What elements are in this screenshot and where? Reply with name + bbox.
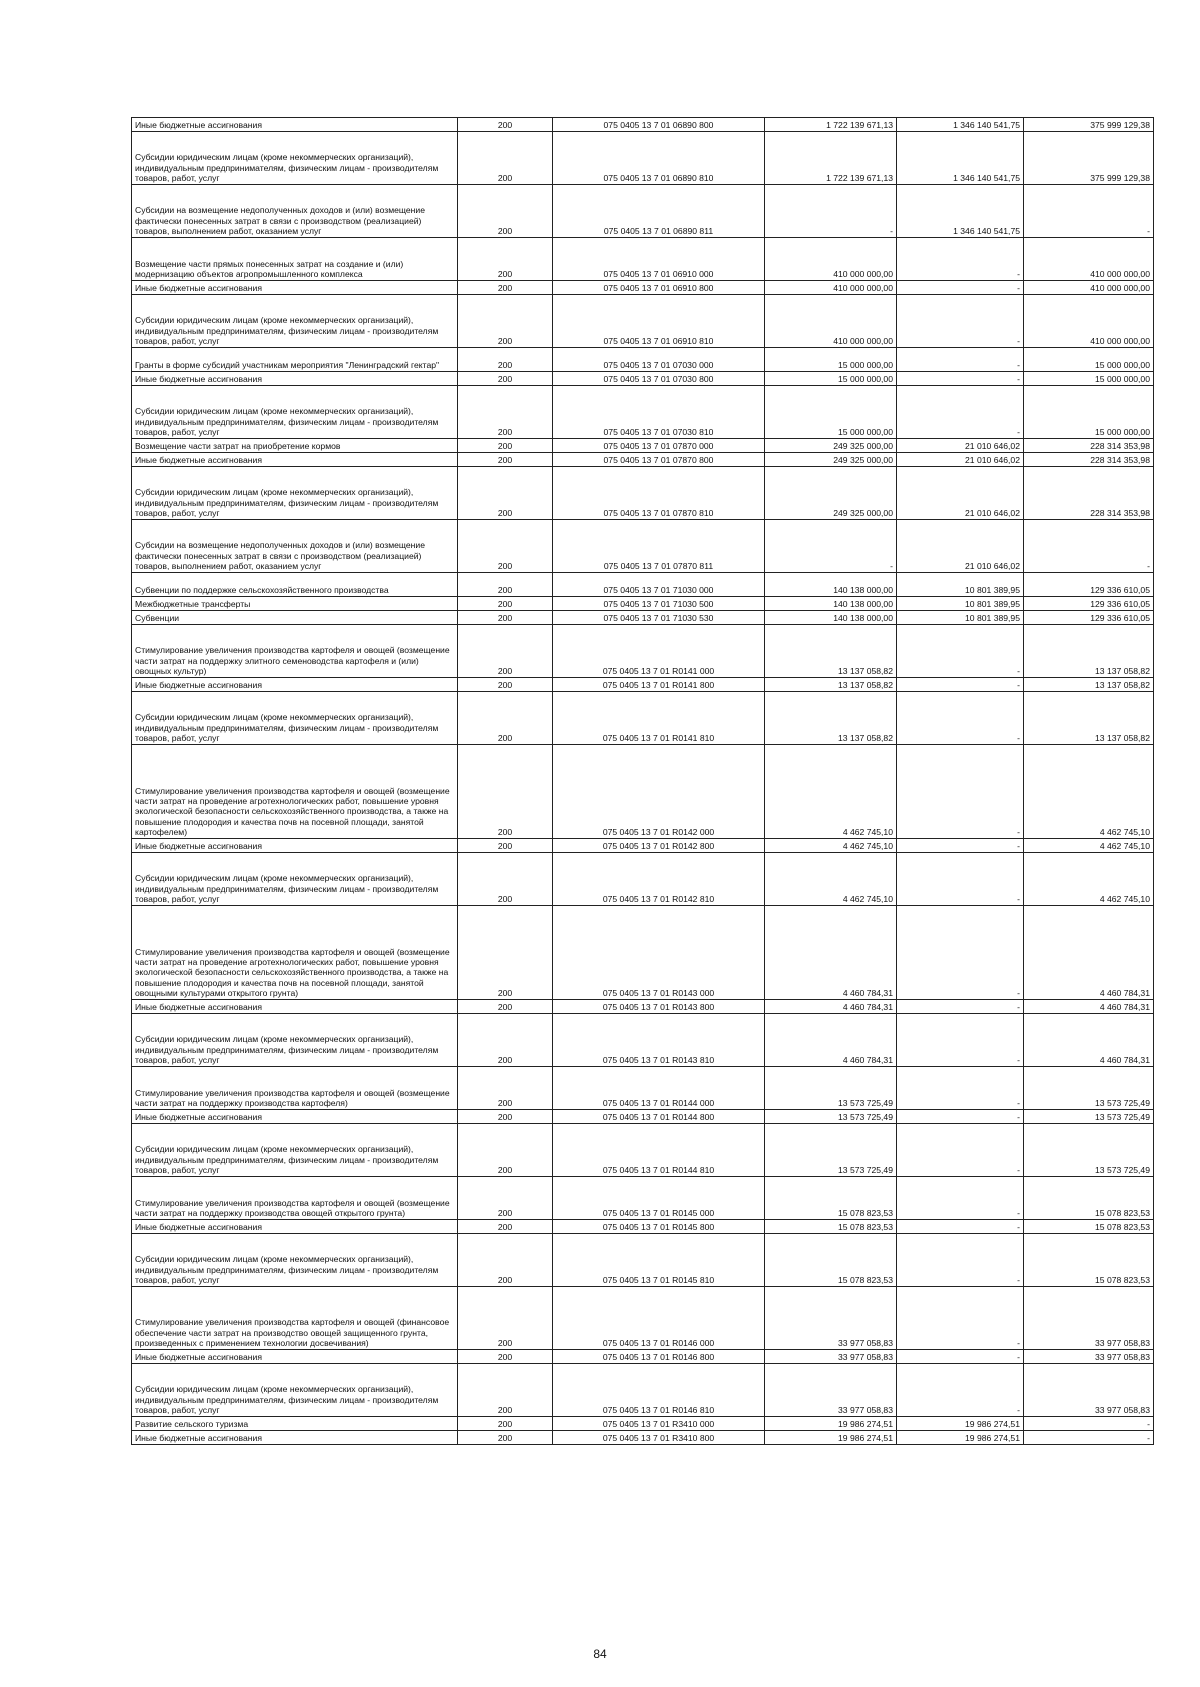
table-row	[132, 467, 1154, 520]
row-approved-amount: 33 977 058,83	[765, 1287, 897, 1350]
row-approved-amount: 13 573 725,49	[765, 1067, 897, 1110]
row-budget-code: 075 0405 13 7 01 R0141 810	[553, 692, 765, 745]
row-name: Иные бюджетные ассигнования	[132, 1000, 458, 1014]
row-line-code: 200	[458, 1220, 553, 1234]
row-budget-code: 075 0405 13 7 01 06910 810	[553, 295, 765, 348]
row-approved-amount: 15 078 823,53	[765, 1220, 897, 1234]
row-unexecuted-amount: 228 314 353,98	[1024, 453, 1154, 467]
row-unexecuted-amount: 4 460 784,31	[1024, 906, 1154, 1000]
table-row	[132, 386, 1154, 439]
row-budget-code: 075 0405 13 7 01 07030 810	[553, 386, 765, 439]
row-approved-amount: 15 078 823,53	[765, 1234, 897, 1287]
row-unexecuted-amount: 228 314 353,98	[1024, 439, 1154, 453]
row-line-code: 200	[458, 678, 553, 692]
row-approved-amount: 249 325 000,00	[765, 467, 897, 520]
row-approved-amount: 19 986 274,51	[765, 1431, 897, 1445]
row-line-code: 200	[458, 1431, 553, 1445]
row-line-code: 200	[458, 238, 553, 281]
row-unexecuted-amount: 129 336 610,05	[1024, 597, 1154, 611]
row-approved-amount: 15 000 000,00	[765, 386, 897, 439]
row-budget-code: 075 0405 13 7 01 06910 000	[553, 238, 765, 281]
row-budget-code: 075 0405 13 7 01 R0146 800	[553, 1350, 765, 1364]
row-budget-code: 075 0405 13 7 01 R0144 800	[553, 1110, 765, 1124]
row-unexecuted-amount: 228 314 353,98	[1024, 467, 1154, 520]
table-row	[132, 1220, 1154, 1234]
row-budget-code: 075 0405 13 7 01 R0143 810	[553, 1014, 765, 1067]
row-budget-code: 075 0405 13 7 01 R0143 000	[553, 906, 765, 1000]
row-approved-amount: -	[765, 185, 897, 238]
row-unexecuted-amount: 375 999 129,38	[1024, 132, 1154, 185]
row-unexecuted-amount: 15 078 823,53	[1024, 1234, 1154, 1287]
row-budget-code: 075 0405 13 7 01 07870 810	[553, 467, 765, 520]
row-executed-amount: 1 346 140 541,75	[897, 118, 1024, 132]
row-name: Субсидии юридическим лицам (кроме некоммерческих организаций), индивидуальным предпринимателям, физическим лицам - производителям товаров, работ, услуг	[132, 1234, 458, 1287]
row-line-code: 200	[458, 692, 553, 745]
row-approved-amount: 4 462 745,10	[765, 745, 897, 839]
row-unexecuted-amount: -	[1024, 185, 1154, 238]
row-line-code: 200	[458, 386, 553, 439]
row-approved-amount: 4 460 784,31	[765, 906, 897, 1000]
row-approved-amount: 249 325 000,00	[765, 453, 897, 467]
row-line-code: 200	[458, 1287, 553, 1350]
row-unexecuted-amount: 15 000 000,00	[1024, 372, 1154, 386]
row-executed-amount: -	[897, 839, 1024, 853]
row-approved-amount: 410 000 000,00	[765, 295, 897, 348]
row-name: Гранты в форме субсидий участникам мероприятия "Ленинградский гектар"	[132, 348, 458, 372]
row-approved-amount: 13 573 725,49	[765, 1124, 897, 1177]
row-line-code: 200	[458, 625, 553, 678]
row-budget-code: 075 0405 13 7 01 07030 000	[553, 348, 765, 372]
table-row	[132, 372, 1154, 386]
row-unexecuted-amount: 13 573 725,49	[1024, 1110, 1154, 1124]
row-unexecuted-amount: 13 573 725,49	[1024, 1067, 1154, 1110]
row-unexecuted-amount: 410 000 000,00	[1024, 238, 1154, 281]
row-line-code: 200	[458, 611, 553, 625]
table-row	[132, 520, 1154, 573]
row-approved-amount: 15 000 000,00	[765, 348, 897, 372]
row-budget-code: 075 0405 13 7 01 07870 811	[553, 520, 765, 573]
row-approved-amount: 33 977 058,83	[765, 1350, 897, 1364]
table-row	[132, 1287, 1154, 1350]
row-executed-amount: 21 010 646,02	[897, 453, 1024, 467]
row-budget-code: 075 0405 13 7 01 07030 800	[553, 372, 765, 386]
row-line-code: 200	[458, 520, 553, 573]
row-name: Субсидии юридическим лицам (кроме некоммерческих организаций), индивидуальным предпринимателям, физическим лицам - производителям товаров, работ, услуг	[132, 386, 458, 439]
row-line-code: 200	[458, 853, 553, 906]
row-approved-amount: 4 460 784,31	[765, 1000, 897, 1014]
table-row	[132, 573, 1154, 597]
row-name: Развитие сельского туризма	[132, 1417, 458, 1431]
row-executed-amount: -	[897, 1287, 1024, 1350]
row-approved-amount: 13 573 725,49	[765, 1110, 897, 1124]
table-row	[132, 238, 1154, 281]
row-line-code: 200	[458, 118, 553, 132]
table-row	[132, 1350, 1154, 1364]
row-unexecuted-amount: 33 977 058,83	[1024, 1287, 1154, 1350]
row-name: Субсидии юридическим лицам (кроме некоммерческих организаций), индивидуальным предпринимателям, физическим лицам - производителям товаров, работ, услуг	[132, 1364, 458, 1417]
row-name: Иные бюджетные ассигнования	[132, 453, 458, 467]
row-budget-code: 075 0405 13 7 01 71030 500	[553, 597, 765, 611]
row-executed-amount: -	[897, 853, 1024, 906]
row-budget-code: 075 0405 13 7 01 R0145 810	[553, 1234, 765, 1287]
row-approved-amount: 1 722 139 671,13	[765, 132, 897, 185]
row-unexecuted-amount: 15 000 000,00	[1024, 348, 1154, 372]
row-name: Субсидии юридическим лицам (кроме некоммерческих организаций), индивидуальным предпринимателям, физическим лицам - производителям товаров, работ, услуг	[132, 1124, 458, 1177]
table-row	[132, 439, 1154, 453]
table-row	[132, 625, 1154, 678]
row-budget-code: 075 0405 13 7 01 06910 800	[553, 281, 765, 295]
row-executed-amount: 1 346 140 541,75	[897, 132, 1024, 185]
row-approved-amount: 140 138 000,00	[765, 597, 897, 611]
row-executed-amount: 19 986 274,51	[897, 1431, 1024, 1445]
row-line-code: 200	[458, 906, 553, 1000]
row-approved-amount: 410 000 000,00	[765, 281, 897, 295]
row-name: Иные бюджетные ассигнования	[132, 1110, 458, 1124]
table-row	[132, 1067, 1154, 1110]
row-budget-code: 075 0405 13 7 01 R0144 810	[553, 1124, 765, 1177]
row-budget-code: 075 0405 13 7 01 71030 530	[553, 611, 765, 625]
table-row	[132, 1431, 1154, 1445]
row-budget-code: 075 0405 13 7 01 R0145 800	[553, 1220, 765, 1234]
row-executed-amount: -	[897, 625, 1024, 678]
table-row	[132, 185, 1154, 238]
row-approved-amount: 1 722 139 671,13	[765, 118, 897, 132]
row-name: Субсидии юридическим лицам (кроме некоммерческих организаций), индивидуальным предпринимателям, физическим лицам - производителям товаров, работ, услуг	[132, 692, 458, 745]
row-executed-amount: -	[897, 1067, 1024, 1110]
row-line-code: 200	[458, 439, 553, 453]
row-executed-amount: -	[897, 1110, 1024, 1124]
row-unexecuted-amount: 15 000 000,00	[1024, 386, 1154, 439]
row-name: Иные бюджетные ассигнования	[132, 1431, 458, 1445]
row-budget-code: 075 0405 13 7 01 R0144 000	[553, 1067, 765, 1110]
row-unexecuted-amount: 4 460 784,31	[1024, 1000, 1154, 1014]
row-line-code: 200	[458, 1417, 553, 1431]
row-name: Стимулирование увеличения производства картофеля и овощей (возмещение части затрат на поддержку производства картофеля)	[132, 1067, 458, 1110]
row-budget-code: 075 0405 13 7 01 R3410 000	[553, 1417, 765, 1431]
row-line-code: 200	[458, 1177, 553, 1220]
row-budget-code: 075 0405 13 7 01 06890 810	[553, 132, 765, 185]
row-approved-amount: 140 138 000,00	[765, 611, 897, 625]
row-line-code: 200	[458, 1067, 553, 1110]
row-executed-amount: -	[897, 692, 1024, 745]
row-unexecuted-amount: 33 977 058,83	[1024, 1364, 1154, 1417]
row-approved-amount: 13 137 058,82	[765, 625, 897, 678]
row-executed-amount: -	[897, 745, 1024, 839]
row-executed-amount: 10 801 389,95	[897, 611, 1024, 625]
row-name: Иные бюджетные ассигнования	[132, 281, 458, 295]
row-line-code: 200	[458, 1350, 553, 1364]
row-executed-amount: 10 801 389,95	[897, 573, 1024, 597]
row-line-code: 200	[458, 597, 553, 611]
table-row	[132, 348, 1154, 372]
row-unexecuted-amount: -	[1024, 1431, 1154, 1445]
row-name: Межбюджетные трансферты	[132, 597, 458, 611]
row-name: Иные бюджетные ассигнования	[132, 372, 458, 386]
row-executed-amount: -	[897, 295, 1024, 348]
row-line-code: 200	[458, 1014, 553, 1067]
table-row	[132, 1124, 1154, 1177]
row-name: Возмещение части затрат на приобретение кормов	[132, 439, 458, 453]
row-name: Иные бюджетные ассигнования	[132, 839, 458, 853]
table-row	[132, 281, 1154, 295]
budget-execution-table	[131, 117, 1154, 1445]
row-name: Возмещение части прямых понесенных затрат на создание и (или) модернизацию объектов агропромышленного комплекса	[132, 238, 458, 281]
row-approved-amount: 4 460 784,31	[765, 1014, 897, 1067]
row-name: Стимулирование увеличения производства картофеля и овощей (возмещение части затрат на проведение агротехнологических работ, повышение уровня экологической безопасности сельскохозяйственного производства, а также на повышение плодородия и качества почв на посевной площади, занятой овощными культурами открытого грунта)	[132, 906, 458, 1000]
table-row	[132, 1000, 1154, 1014]
row-executed-amount: -	[897, 1234, 1024, 1287]
row-name: Стимулирование увеличения производства картофеля и овощей (возмещение части затрат на поддержку элитного семеноводства картофеля и (или) овощных культур)	[132, 625, 458, 678]
row-name: Иные бюджетные ассигнования	[132, 1220, 458, 1234]
row-budget-code: 075 0405 13 7 01 R0146 000	[553, 1287, 765, 1350]
row-name: Иные бюджетные ассигнования	[132, 118, 458, 132]
row-unexecuted-amount: 4 460 784,31	[1024, 1014, 1154, 1067]
table-row	[132, 906, 1154, 1000]
row-unexecuted-amount: 375 999 129,38	[1024, 118, 1154, 132]
row-unexecuted-amount: 15 078 823,53	[1024, 1177, 1154, 1220]
table-row	[132, 1364, 1154, 1417]
row-executed-amount: -	[897, 386, 1024, 439]
row-unexecuted-amount: 13 573 725,49	[1024, 1124, 1154, 1177]
table-row	[132, 678, 1154, 692]
row-line-code: 200	[458, 295, 553, 348]
row-approved-amount: 4 462 745,10	[765, 839, 897, 853]
row-unexecuted-amount: 15 078 823,53	[1024, 1220, 1154, 1234]
row-name: Субсидии юридическим лицам (кроме некоммерческих организаций), индивидуальным предпринимателям, физическим лицам - производителям товаров, работ, услуг	[132, 295, 458, 348]
row-line-code: 200	[458, 453, 553, 467]
row-budget-code: 075 0405 13 7 01 71030 000	[553, 573, 765, 597]
row-budget-code: 075 0405 13 7 01 06890 811	[553, 185, 765, 238]
row-line-code: 200	[458, 745, 553, 839]
row-budget-code: 075 0405 13 7 01 R3410 800	[553, 1431, 765, 1445]
row-approved-amount: 15 000 000,00	[765, 372, 897, 386]
row-unexecuted-amount: -	[1024, 1417, 1154, 1431]
row-approved-amount: 15 078 823,53	[765, 1177, 897, 1220]
row-budget-code: 075 0405 13 7 01 R0145 000	[553, 1177, 765, 1220]
row-approved-amount: 249 325 000,00	[765, 439, 897, 453]
row-unexecuted-amount: 129 336 610,05	[1024, 573, 1154, 597]
row-approved-amount: 33 977 058,83	[765, 1364, 897, 1417]
row-line-code: 200	[458, 1124, 553, 1177]
row-budget-code: 075 0405 13 7 01 R0142 810	[553, 853, 765, 906]
row-name: Иные бюджетные ассигнования	[132, 1350, 458, 1364]
row-line-code: 200	[458, 1234, 553, 1287]
row-budget-code: 075 0405 13 7 01 07870 000	[553, 439, 765, 453]
row-budget-code: 075 0405 13 7 01 R0146 810	[553, 1364, 765, 1417]
row-executed-amount: -	[897, 1220, 1024, 1234]
row-name: Стимулирование увеличения производства картофеля и овощей (финансовое обеспечение части затрат на производство овощей защищенного грунта, произведенных с применением технологии досвечивания)	[132, 1287, 458, 1350]
row-name: Иные бюджетные ассигнования	[132, 678, 458, 692]
row-name: Субсидии юридическим лицам (кроме некоммерческих организаций), индивидуальным предпринимателям, физическим лицам - производителям товаров, работ, услуг	[132, 467, 458, 520]
row-approved-amount: 4 462 745,10	[765, 853, 897, 906]
row-unexecuted-amount: 4 462 745,10	[1024, 853, 1154, 906]
row-executed-amount: -	[897, 281, 1024, 295]
row-line-code: 200	[458, 467, 553, 520]
row-line-code: 200	[458, 839, 553, 853]
row-name: Стимулирование увеличения производства картофеля и овощей (возмещение части затрат на поддержку производства овощей открытого грунта)	[132, 1177, 458, 1220]
row-budget-code: 075 0405 13 7 01 R0142 000	[553, 745, 765, 839]
table-body	[132, 118, 1154, 1445]
row-name: Субсидии на возмещение недополученных доходов и (или) возмещение фактически понесенных затрат в связи с производством (реализацией) товаров, выполнением работ, оказанием услуг	[132, 185, 458, 238]
row-line-code: 200	[458, 1110, 553, 1124]
row-unexecuted-amount: 13 137 058,82	[1024, 692, 1154, 745]
row-unexecuted-amount: 33 977 058,83	[1024, 1350, 1154, 1364]
row-name: Субвенции	[132, 611, 458, 625]
row-line-code: 200	[458, 185, 553, 238]
row-executed-amount: -	[897, 238, 1024, 281]
row-line-code: 200	[458, 1000, 553, 1014]
row-executed-amount: -	[897, 348, 1024, 372]
row-executed-amount: 1 346 140 541,75	[897, 185, 1024, 238]
row-budget-code: 075 0405 13 7 01 R0142 800	[553, 839, 765, 853]
table-row	[132, 597, 1154, 611]
row-executed-amount: -	[897, 1000, 1024, 1014]
row-approved-amount: 19 986 274,51	[765, 1417, 897, 1431]
table-row	[132, 453, 1154, 467]
table-row	[132, 132, 1154, 185]
row-executed-amount: 21 010 646,02	[897, 439, 1024, 453]
row-unexecuted-amount: -	[1024, 520, 1154, 573]
row-executed-amount: -	[897, 1350, 1024, 1364]
table-row	[132, 611, 1154, 625]
row-line-code: 200	[458, 132, 553, 185]
row-executed-amount: -	[897, 678, 1024, 692]
row-budget-code: 075 0405 13 7 01 R0143 800	[553, 1000, 765, 1014]
page-number: 84	[593, 1647, 607, 1661]
row-name: Субсидии юридическим лицам (кроме некоммерческих организаций), индивидуальным предпринимателям, физическим лицам - производителям товаров, работ, услуг	[132, 132, 458, 185]
row-name: Стимулирование увеличения производства картофеля и овощей (возмещение части затрат на проведение агротехнологических работ, повышение уровня экологической безопасности сельскохозяйственного производства, а также на повышение плодородия и качества почв на посевной площади, занятой картофелем)	[132, 745, 458, 839]
table-row	[132, 118, 1154, 132]
table-row	[132, 1177, 1154, 1220]
row-line-code: 200	[458, 372, 553, 386]
row-unexecuted-amount: 410 000 000,00	[1024, 295, 1154, 348]
row-unexecuted-amount: 13 137 058,82	[1024, 678, 1154, 692]
table-row	[132, 1110, 1154, 1124]
row-budget-code: 075 0405 13 7 01 R0141 000	[553, 625, 765, 678]
row-executed-amount: -	[897, 906, 1024, 1000]
row-unexecuted-amount: 4 462 745,10	[1024, 745, 1154, 839]
row-budget-code: 075 0405 13 7 01 07870 800	[553, 453, 765, 467]
row-line-code: 200	[458, 281, 553, 295]
table-row	[132, 1014, 1154, 1067]
row-approved-amount: 13 137 058,82	[765, 678, 897, 692]
row-line-code: 200	[458, 348, 553, 372]
row-approved-amount: 140 138 000,00	[765, 573, 897, 597]
row-executed-amount: 21 010 646,02	[897, 467, 1024, 520]
table-row	[132, 692, 1154, 745]
row-name: Субсидии юридическим лицам (кроме некоммерческих организаций), индивидуальным предпринимателям, физическим лицам - производителям товаров, работ, услуг	[132, 853, 458, 906]
row-unexecuted-amount: 4 462 745,10	[1024, 839, 1154, 853]
row-name: Субвенции по поддержке сельскохозяйственного производства	[132, 573, 458, 597]
row-unexecuted-amount: 410 000 000,00	[1024, 281, 1154, 295]
table-row	[132, 839, 1154, 853]
row-executed-amount: -	[897, 1177, 1024, 1220]
row-approved-amount: -	[765, 520, 897, 573]
row-name: Субсидии юридическим лицам (кроме некоммерческих организаций), индивидуальным предпринимателям, физическим лицам - производителям товаров, работ, услуг	[132, 1014, 458, 1067]
table-row	[132, 853, 1154, 906]
row-executed-amount: -	[897, 1364, 1024, 1417]
row-line-code: 200	[458, 573, 553, 597]
table-row	[132, 1234, 1154, 1287]
row-executed-amount: 10 801 389,95	[897, 597, 1024, 611]
row-approved-amount: 410 000 000,00	[765, 238, 897, 281]
row-approved-amount: 13 137 058,82	[765, 692, 897, 745]
table-row	[132, 1417, 1154, 1431]
table-row	[132, 745, 1154, 839]
row-executed-amount: -	[897, 1124, 1024, 1177]
row-executed-amount: -	[897, 1014, 1024, 1067]
row-executed-amount: 19 986 274,51	[897, 1417, 1024, 1431]
row-executed-amount: 21 010 646,02	[897, 520, 1024, 573]
row-unexecuted-amount: 129 336 610,05	[1024, 611, 1154, 625]
row-executed-amount: -	[897, 372, 1024, 386]
row-unexecuted-amount: 13 137 058,82	[1024, 625, 1154, 678]
table-row	[132, 295, 1154, 348]
row-budget-code: 075 0405 13 7 01 06890 800	[553, 118, 765, 132]
row-budget-code: 075 0405 13 7 01 R0141 800	[553, 678, 765, 692]
row-name: Субсидии на возмещение недополученных доходов и (или) возмещение фактически понесенных затрат в связи с производством (реализацией) товаров, выполнением работ, оказанием услуг	[132, 520, 458, 573]
row-line-code: 200	[458, 1364, 553, 1417]
